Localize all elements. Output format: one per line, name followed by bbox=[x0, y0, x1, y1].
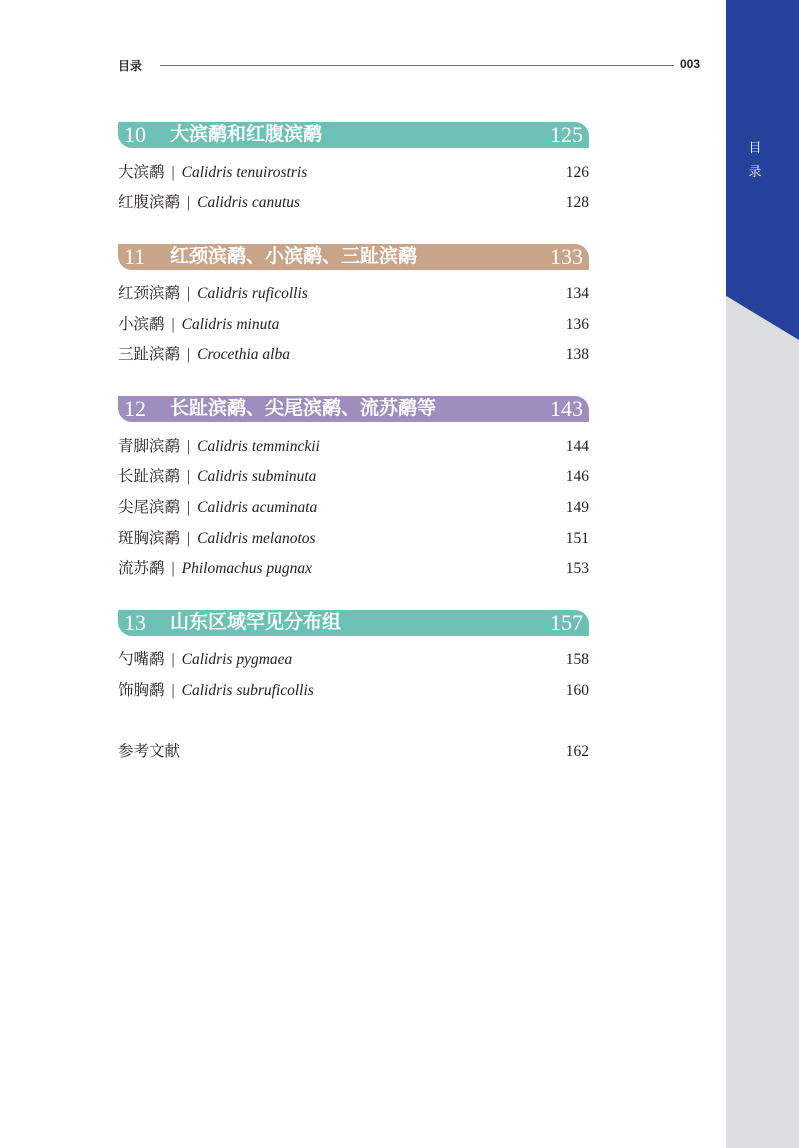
entry-separator: | bbox=[171, 651, 175, 668]
entry-latin-name: Calidris subruficollis bbox=[181, 682, 314, 699]
entry-chinese-name: 三趾滨鹬 bbox=[118, 346, 181, 363]
entry-latin-name: Calidris acuminata bbox=[197, 499, 318, 516]
toc-entry-references[interactable] bbox=[118, 741, 589, 763]
toc-entry[interactable] bbox=[118, 649, 589, 671]
toc-entry[interactable] bbox=[118, 558, 589, 580]
toc-entry[interactable] bbox=[118, 283, 589, 305]
chapter-number: 10 bbox=[124, 122, 146, 147]
entry-chinese-name: 勺嘴鹬 bbox=[118, 651, 165, 668]
entry-latin-name: Crocethia alba bbox=[197, 346, 290, 363]
header-rule bbox=[160, 65, 674, 66]
header-page-number: 003 bbox=[680, 57, 701, 71]
entry-page: 138 bbox=[565, 346, 589, 363]
chapter-number: 11 bbox=[124, 244, 146, 269]
entry-page: 158 bbox=[565, 651, 589, 668]
chapter-11-heading[interactable] bbox=[118, 244, 589, 270]
chapter-title: 大滨鹬和红腹滨鹬 bbox=[170, 124, 323, 145]
side-tab-label bbox=[740, 136, 770, 184]
chapter-number: 13 bbox=[124, 610, 146, 635]
entry-separator: | bbox=[187, 346, 191, 363]
chapter-title: 山东区域罕见分布组 bbox=[170, 612, 342, 633]
chapter-page: 133 bbox=[550, 244, 583, 269]
entry-chinese-name: 斑胸滨鹬 bbox=[118, 530, 181, 547]
side-tab-char-2: 录 bbox=[748, 164, 762, 179]
entry-separator: | bbox=[171, 164, 175, 181]
header-label: 目录 bbox=[118, 59, 143, 73]
entry-separator: | bbox=[187, 499, 191, 516]
entry-latin-name: Calidris canutus bbox=[197, 194, 301, 211]
entry-separator: | bbox=[187, 194, 191, 211]
entry-latin-name: Calidris ruficollis bbox=[197, 285, 308, 302]
toc-entry[interactable] bbox=[118, 497, 589, 519]
entry-chinese-name: 尖尾滨鹬 bbox=[118, 499, 181, 516]
toc-entry[interactable] bbox=[118, 528, 589, 550]
chapter-title: 红颈滨鹬、小滨鹬、三趾滨鹬 bbox=[170, 246, 418, 267]
toc-entry[interactable] bbox=[118, 436, 589, 458]
entry-separator: | bbox=[187, 468, 191, 485]
toc-entry[interactable] bbox=[118, 344, 589, 366]
entry-separator: | bbox=[171, 560, 175, 577]
chapter-page: 157 bbox=[550, 610, 583, 635]
toc-entry[interactable] bbox=[118, 314, 589, 336]
entry-separator: | bbox=[187, 285, 191, 302]
toc-entry[interactable] bbox=[118, 192, 589, 214]
entry-separator: | bbox=[171, 682, 175, 699]
entry-separator: | bbox=[171, 316, 175, 333]
entry-page: 128 bbox=[565, 194, 589, 211]
chapter-page: 143 bbox=[550, 396, 583, 421]
side-tab-char-1: 目 bbox=[748, 140, 762, 155]
entry-chinese-name: 大滨鹬 bbox=[118, 164, 165, 181]
entry-separator: | bbox=[187, 438, 191, 455]
entry-latin-name: Calidris minuta bbox=[181, 316, 280, 333]
entry-chinese-name: 饰胸鹬 bbox=[118, 682, 165, 699]
entry-latin-name: Calidris pygmaea bbox=[181, 651, 293, 668]
entry-page: 146 bbox=[565, 468, 589, 485]
chapter-12-heading[interactable] bbox=[118, 396, 589, 422]
chapter-10-heading[interactable] bbox=[118, 122, 589, 148]
entry-chinese-name: 青脚滨鹬 bbox=[118, 438, 181, 455]
toc-entry[interactable] bbox=[118, 162, 589, 184]
toc-entry[interactable] bbox=[118, 466, 589, 488]
entry-latin-name: Calidris subminuta bbox=[197, 468, 317, 485]
references-label: 参考文献 bbox=[118, 743, 181, 760]
chapter-page: 125 bbox=[550, 122, 583, 147]
entry-separator: | bbox=[187, 530, 191, 547]
entry-chinese-name: 流苏鹬 bbox=[118, 560, 165, 577]
entry-page: 136 bbox=[565, 316, 589, 333]
toc-entry[interactable] bbox=[118, 680, 589, 702]
entry-latin-name: Calidris melanotos bbox=[197, 530, 316, 547]
chapter-13-heading[interactable] bbox=[118, 610, 589, 636]
entry-page: 160 bbox=[565, 682, 589, 699]
entry-latin-name: Calidris temminckii bbox=[197, 438, 320, 455]
entry-chinese-name: 红颈滨鹬 bbox=[118, 285, 181, 302]
entry-chinese-name: 小滨鹬 bbox=[118, 316, 165, 333]
entry-latin-name: Philomachus pugnax bbox=[181, 560, 313, 577]
chapter-number: 12 bbox=[124, 396, 146, 421]
entry-page: 153 bbox=[565, 560, 589, 577]
entry-page: 151 bbox=[565, 530, 589, 547]
entry-chinese-name: 长趾滨鹬 bbox=[118, 468, 181, 485]
references-page: 162 bbox=[565, 743, 589, 760]
entry-page: 126 bbox=[565, 164, 589, 181]
entry-page: 144 bbox=[565, 438, 589, 455]
entry-page: 149 bbox=[565, 499, 589, 516]
entry-chinese-name: 红腹滨鹬 bbox=[118, 194, 181, 211]
entry-latin-name: Calidris tenuirostris bbox=[181, 164, 308, 181]
chapter-title: 长趾滨鹬、尖尾滨鹬、流苏鹬等 bbox=[170, 398, 437, 419]
entry-page: 134 bbox=[565, 285, 589, 302]
